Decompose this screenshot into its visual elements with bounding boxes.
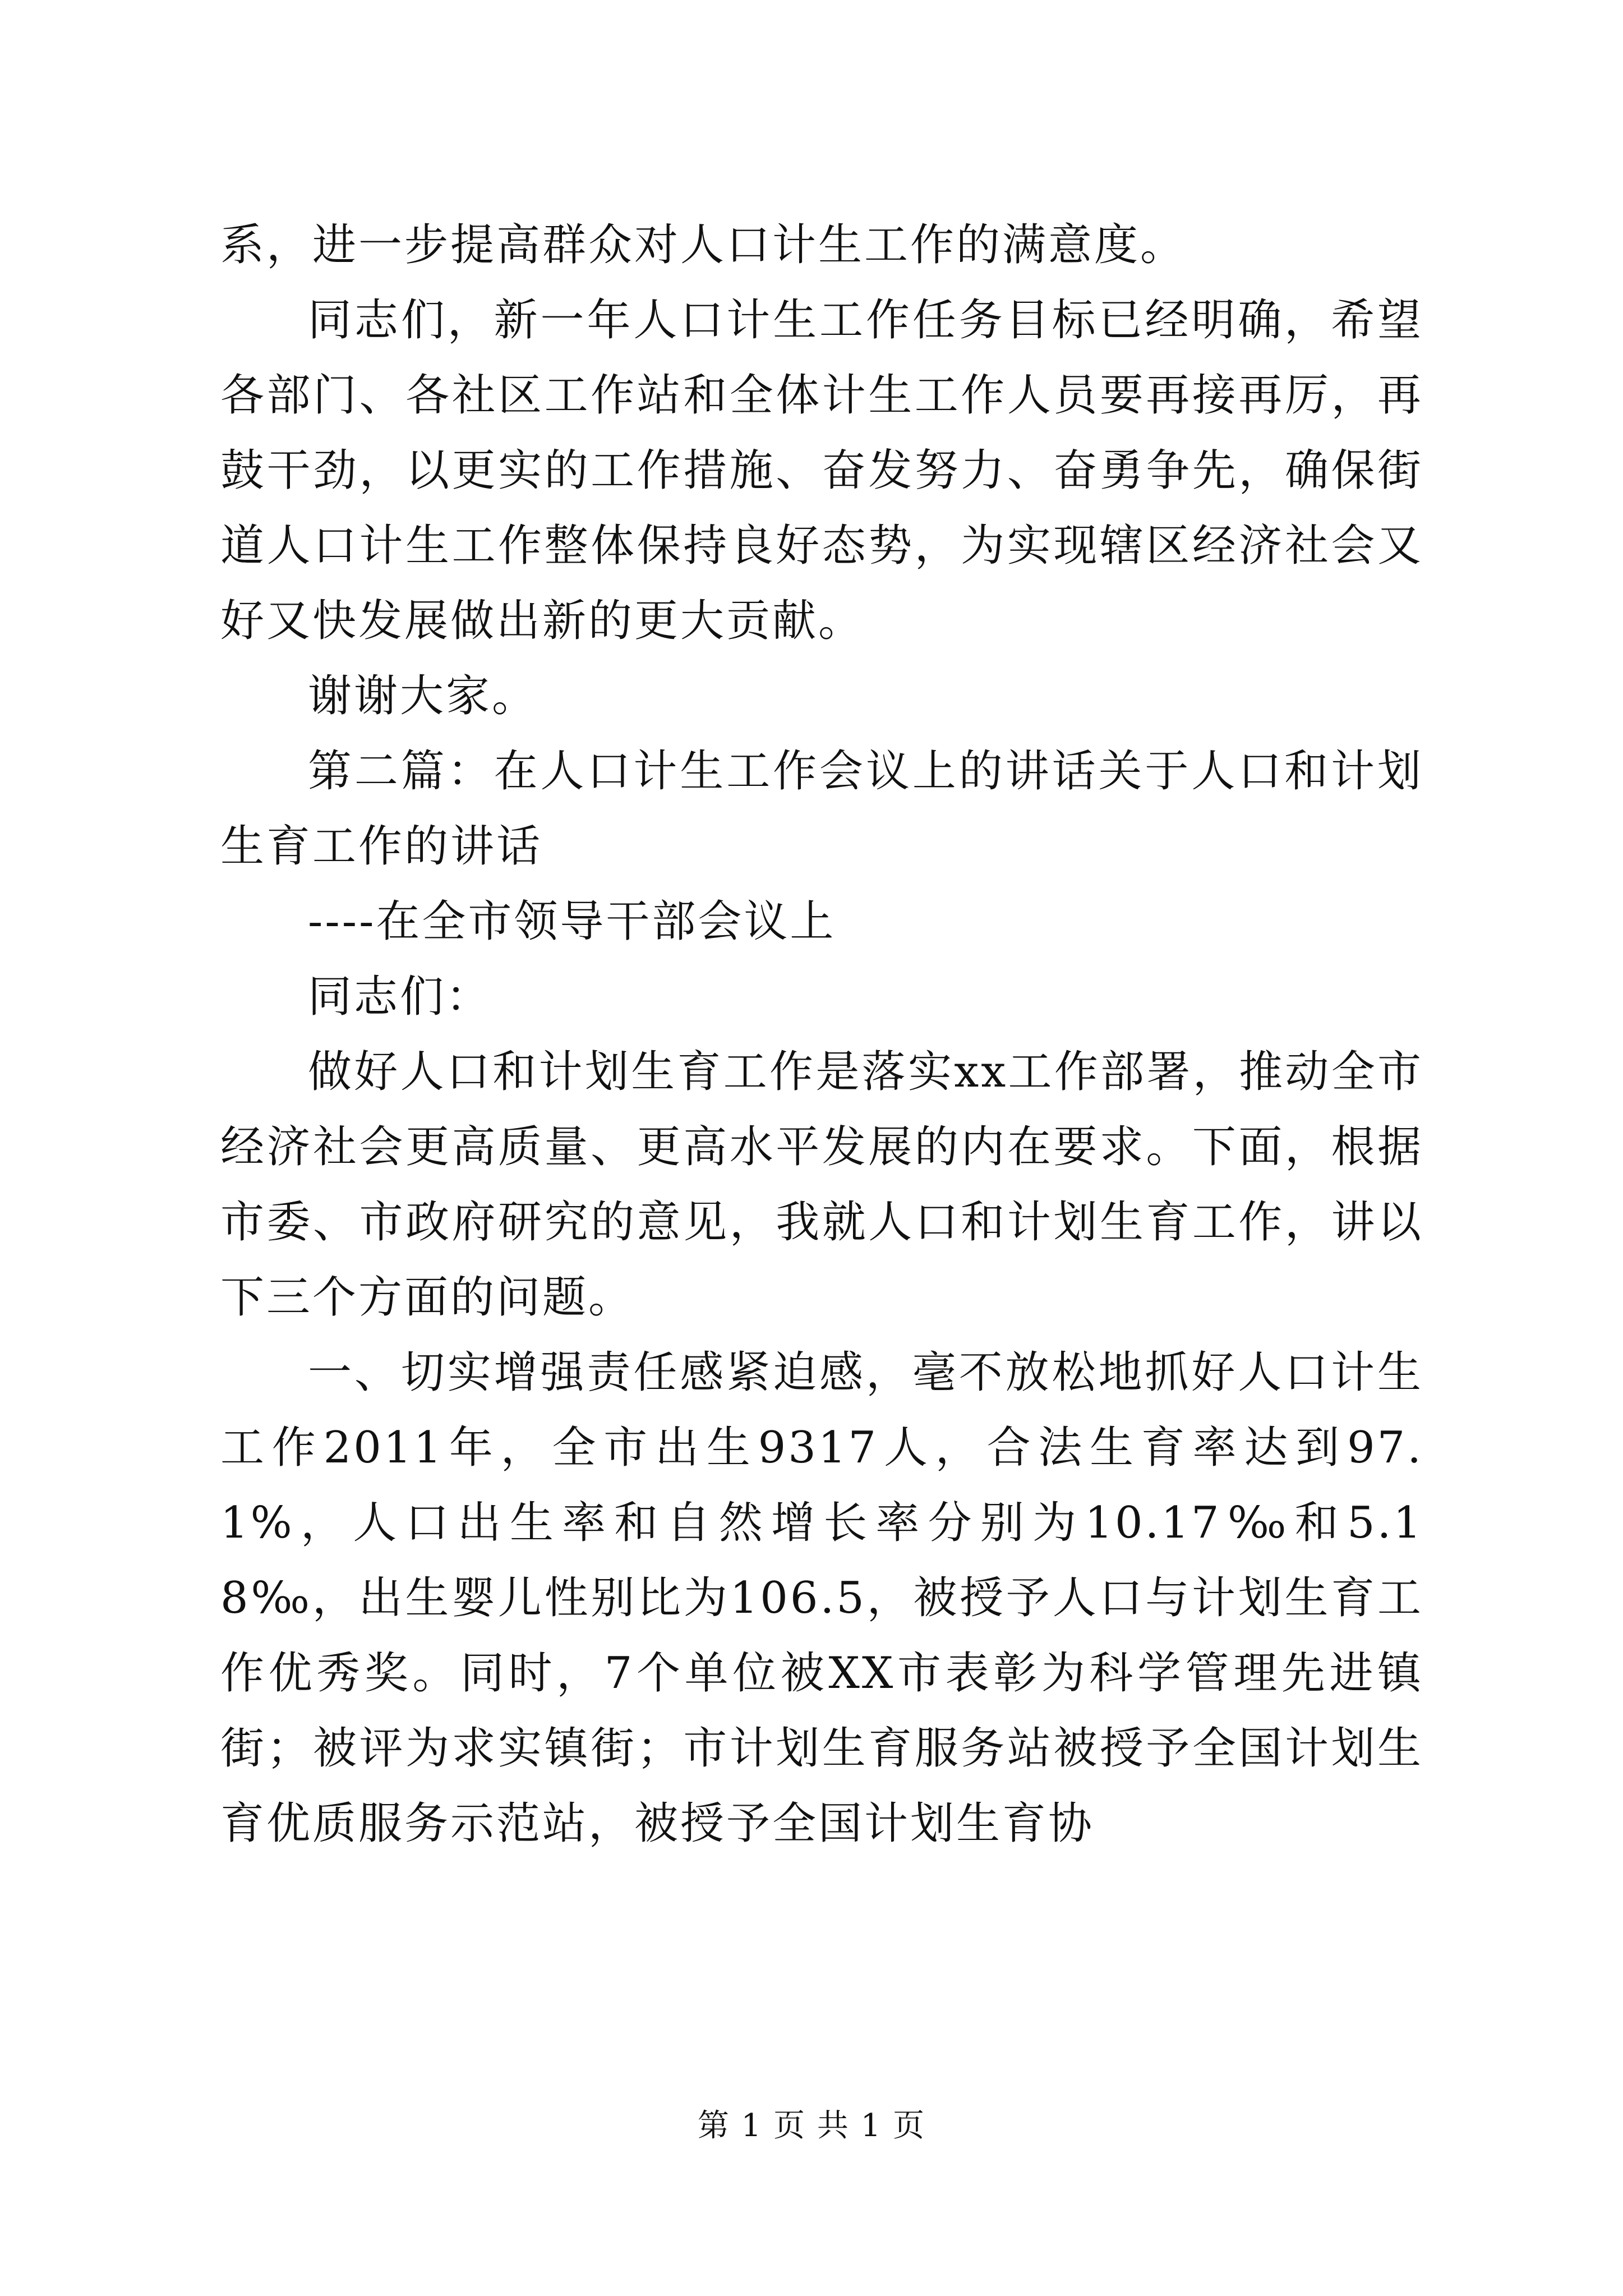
- paragraph-section-one: 一、切实增强责任感紧迫感，毫不放松地抓好人口计生工作2011年，全市出生9317人，合法生育率达到97.1%，人口出生率和自然增长率分别为10.17‰和5.18‰，出生婴儿性别比为106.5，被授予人口与计划生育工作优秀奖。同时，7个单位被XX市表彰为科学管理先进镇街；被评为求实镇街；市计划生育服务站被授予全国计划生育优质服务示范站，被授予全国计划生育协: [220, 1347, 1423, 1849]
- salutation: 同志们：: [308, 972, 492, 1022]
- page-footer: 第 1 页 共 1 页: [697, 2108, 926, 2144]
- paragraph-thanks: 谢谢大家。: [308, 671, 538, 721]
- paragraph-introduction: 做好人口和计划生育工作是落实xx工作部署，推动全市经济社会更高质量、更高水平发展的内在要求。下面，根据市委、市政府研究的意见，我就人口和计划生育工作，讲以下三个方面的问题。: [220, 1047, 1423, 1323]
- speech-subtitle: ----在全市领导干部会议上: [308, 896, 836, 947]
- paragraph-continuation: 系，进一步提高群众对人口计生工作的满意度。: [220, 220, 1187, 270]
- document-body: [220, 208, 1423, 1861]
- section-heading-part-two: 第二篇：在人口计生工作会议上的讲话关于人口和计划生育工作的讲话: [220, 746, 1423, 872]
- paragraph-closing-remarks: 同志们，新一年人口计生工作任务目标已经明确，希望各部门、各社区工作站和全体计生工作人员要再接再厉，再鼓干劲，以更实的工作措施、奋发努力、奋勇争先，确保街道人口计生工作整体保持良好态势，为实现辖区经济社会又好又快发展做出新的更大贡献。: [220, 295, 1423, 646]
